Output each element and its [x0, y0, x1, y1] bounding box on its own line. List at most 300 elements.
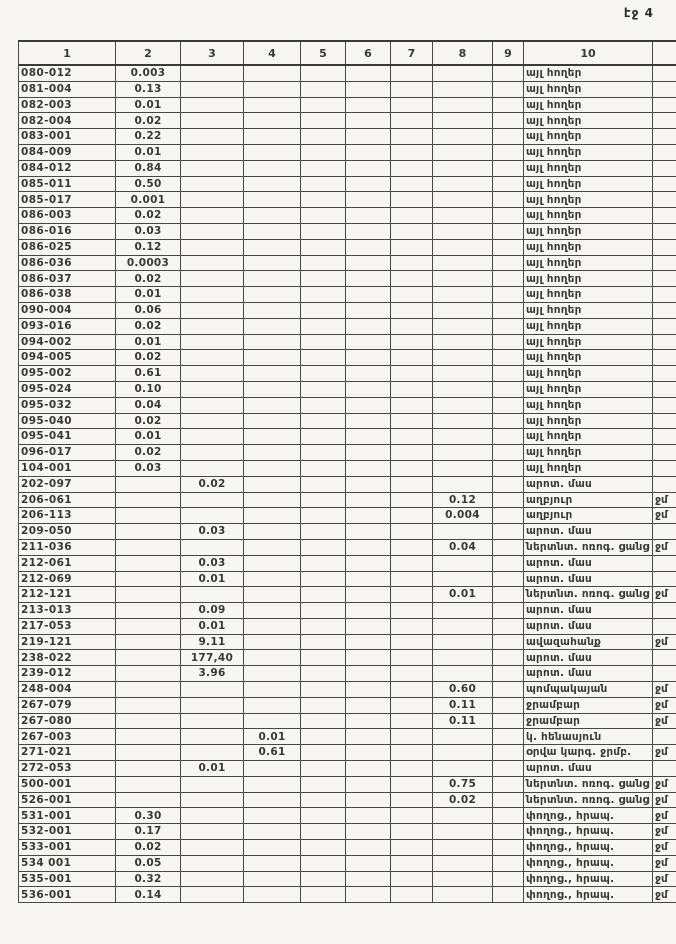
value-cell	[301, 713, 346, 729]
value-cell	[493, 144, 524, 160]
land-use-cell: այլ հողեր	[524, 287, 653, 303]
table-row	[19, 302, 676, 318]
value-cell	[391, 776, 433, 792]
value-cell	[346, 682, 391, 698]
value-cell	[346, 318, 391, 334]
parcel-code-cell: 212-069	[19, 571, 116, 587]
value-cell	[116, 634, 181, 650]
table-row	[19, 571, 676, 587]
value-cell	[346, 208, 391, 224]
value-cell	[181, 824, 244, 840]
column-header-5: 5	[301, 41, 346, 65]
value-cell	[493, 761, 524, 777]
value-cell	[116, 618, 181, 634]
value-cell	[433, 729, 493, 745]
table-row	[19, 129, 676, 145]
margin-note: ջմ	[653, 713, 676, 729]
value-cell	[181, 318, 244, 334]
value-cell	[493, 871, 524, 887]
land-use-cell: այլ հողեր	[524, 160, 653, 176]
table-row	[19, 381, 676, 397]
margin-note	[653, 524, 676, 540]
value-cell	[301, 255, 346, 271]
parcel-code-cell: 084-012	[19, 160, 116, 176]
margin-note	[653, 761, 676, 777]
value-cell	[116, 713, 181, 729]
value-cell	[493, 524, 524, 540]
value-cell	[433, 223, 493, 239]
value-cell	[346, 65, 391, 81]
margin-note: ջմ	[653, 840, 676, 856]
value-cell	[391, 65, 433, 81]
value-cell: 0.22	[116, 129, 181, 145]
margin-note	[653, 318, 676, 334]
value-cell	[301, 492, 346, 508]
margin-note	[653, 176, 676, 192]
margin-note	[653, 650, 676, 666]
value-cell	[433, 350, 493, 366]
land-use-cell: այլ հողեր	[524, 239, 653, 255]
value-cell	[346, 144, 391, 160]
table-row	[19, 65, 676, 81]
value-cell	[181, 776, 244, 792]
value-cell	[244, 429, 301, 445]
value-cell	[244, 97, 301, 113]
value-cell: 177,40	[181, 650, 244, 666]
value-cell: 9.11	[181, 634, 244, 650]
value-cell	[433, 840, 493, 856]
value-cell	[391, 824, 433, 840]
land-use-cell: ներտնտ. ոռոգ. ցանց	[524, 587, 653, 603]
parcel-code-cell: 531-001	[19, 808, 116, 824]
land-use-cell: ավազահանք	[524, 634, 653, 650]
value-cell	[346, 492, 391, 508]
value-cell	[244, 192, 301, 208]
land-use-cell: օրվա կարգ. ջրմբ.	[524, 745, 653, 761]
value-cell	[493, 129, 524, 145]
value-cell	[244, 302, 301, 318]
parcel-code-cell: 238-022	[19, 650, 116, 666]
value-cell	[391, 144, 433, 160]
value-cell	[244, 287, 301, 303]
value-cell	[181, 160, 244, 176]
land-use-cell: այլ հողեր	[524, 192, 653, 208]
value-cell	[433, 255, 493, 271]
value-cell: 0.02	[116, 113, 181, 129]
table-row	[19, 239, 676, 255]
column-header-1: 1	[19, 41, 116, 65]
value-cell	[391, 650, 433, 666]
value-cell	[346, 729, 391, 745]
land-use-cell: այլ հողեր	[524, 397, 653, 413]
value-cell	[433, 824, 493, 840]
value-cell	[116, 776, 181, 792]
table-row	[19, 445, 676, 461]
value-cell	[346, 508, 391, 524]
parcel-code-cell: 212-061	[19, 555, 116, 571]
value-cell	[391, 366, 433, 382]
value-cell	[346, 539, 391, 555]
value-cell	[181, 65, 244, 81]
value-cell	[346, 634, 391, 650]
value-cell	[391, 745, 433, 761]
value-cell: 0.01	[116, 429, 181, 445]
value-cell	[244, 81, 301, 97]
value-cell	[244, 208, 301, 224]
value-cell	[433, 129, 493, 145]
value-cell	[391, 397, 433, 413]
parcel-code-cell: 239-012	[19, 666, 116, 682]
value-cell	[244, 239, 301, 255]
value-cell	[301, 729, 346, 745]
parcel-code-cell: 095-040	[19, 413, 116, 429]
value-cell	[346, 302, 391, 318]
value-cell	[493, 634, 524, 650]
value-cell	[493, 334, 524, 350]
value-cell	[244, 855, 301, 871]
margin-gutter	[653, 41, 676, 65]
land-use-cell: արոտ. մաս	[524, 571, 653, 587]
value-cell	[244, 366, 301, 382]
value-cell	[346, 745, 391, 761]
value-cell	[346, 713, 391, 729]
value-cell	[244, 223, 301, 239]
value-cell	[493, 287, 524, 303]
value-cell	[181, 697, 244, 713]
value-cell	[433, 144, 493, 160]
value-cell	[433, 887, 493, 903]
value-cell	[116, 555, 181, 571]
value-cell	[433, 618, 493, 634]
land-use-cell: փողոց., հրապ.	[524, 871, 653, 887]
land-use-cell: փողոց., հրապ.	[524, 824, 653, 840]
value-cell: 0.01	[181, 571, 244, 587]
value-cell	[301, 129, 346, 145]
margin-note	[653, 429, 676, 445]
table-row	[19, 255, 676, 271]
value-cell	[181, 808, 244, 824]
table-row	[19, 761, 676, 777]
parcel-code-cell: 536-001	[19, 887, 116, 903]
value-cell	[391, 287, 433, 303]
value-cell	[493, 397, 524, 413]
value-cell	[244, 682, 301, 698]
value-cell: 0.11	[433, 697, 493, 713]
margin-note	[653, 445, 676, 461]
value-cell: 0.01	[116, 287, 181, 303]
parcel-code-cell: 202-097	[19, 476, 116, 492]
value-cell	[346, 650, 391, 666]
value-cell	[493, 160, 524, 176]
value-cell	[346, 603, 391, 619]
margin-note: ջմ	[653, 808, 676, 824]
land-use-cell: աղբյուր	[524, 508, 653, 524]
table-row	[19, 618, 676, 634]
margin-note	[653, 555, 676, 571]
value-cell	[493, 682, 524, 698]
land-use-cell: այլ հողեր	[524, 429, 653, 445]
value-cell	[181, 129, 244, 145]
value-cell	[301, 65, 346, 81]
value-cell	[493, 476, 524, 492]
value-cell	[493, 729, 524, 745]
value-cell	[346, 587, 391, 603]
value-cell	[493, 350, 524, 366]
land-use-cell: այլ հողեր	[524, 129, 653, 145]
table-row	[19, 824, 676, 840]
value-cell	[116, 587, 181, 603]
value-cell	[244, 871, 301, 887]
value-cell	[346, 381, 391, 397]
parcel-code-cell: 211-036	[19, 539, 116, 555]
value-cell	[244, 334, 301, 350]
value-cell: 0.06	[116, 302, 181, 318]
column-header-8: 8	[433, 41, 493, 65]
value-cell	[181, 855, 244, 871]
parcel-code-cell: 081-004	[19, 81, 116, 97]
value-cell	[244, 587, 301, 603]
value-cell	[116, 539, 181, 555]
value-cell	[346, 334, 391, 350]
table-row	[19, 97, 676, 113]
value-cell	[181, 460, 244, 476]
table-row	[19, 397, 676, 413]
value-cell	[346, 239, 391, 255]
value-cell: 0.32	[116, 871, 181, 887]
value-cell	[346, 824, 391, 840]
value-cell: 0.60	[433, 682, 493, 698]
value-cell	[493, 113, 524, 129]
value-cell	[433, 524, 493, 540]
value-cell	[493, 666, 524, 682]
value-cell	[181, 840, 244, 856]
table-row	[19, 634, 676, 650]
table-row	[19, 682, 676, 698]
value-cell	[116, 729, 181, 745]
value-cell	[493, 840, 524, 856]
value-cell: 0.02	[116, 413, 181, 429]
value-cell	[301, 413, 346, 429]
parcel-code-cell: 086-016	[19, 223, 116, 239]
value-cell	[301, 271, 346, 287]
value-cell	[391, 302, 433, 318]
land-use-cell: արոտ. մաս	[524, 666, 653, 682]
value-cell	[181, 745, 244, 761]
value-cell	[244, 397, 301, 413]
value-cell	[301, 776, 346, 792]
value-cell: 0.01	[116, 144, 181, 160]
value-cell	[301, 808, 346, 824]
value-cell	[244, 460, 301, 476]
value-cell	[301, 144, 346, 160]
value-cell	[391, 587, 433, 603]
value-cell	[301, 445, 346, 461]
value-cell	[244, 666, 301, 682]
land-use-cell: այլ հողեր	[524, 318, 653, 334]
value-cell	[493, 492, 524, 508]
value-cell	[391, 239, 433, 255]
value-cell	[181, 223, 244, 239]
value-cell	[391, 603, 433, 619]
value-cell	[391, 113, 433, 129]
value-cell: 0.17	[116, 824, 181, 840]
margin-note	[653, 239, 676, 255]
value-cell	[301, 650, 346, 666]
table-row	[19, 792, 676, 808]
value-cell: 3.96	[181, 666, 244, 682]
value-cell	[391, 208, 433, 224]
value-cell	[116, 745, 181, 761]
value-cell	[391, 792, 433, 808]
header-row	[19, 41, 676, 65]
value-cell	[301, 192, 346, 208]
column-header-4: 4	[244, 41, 301, 65]
table-row	[19, 713, 676, 729]
margin-note	[653, 65, 676, 81]
value-cell	[301, 634, 346, 650]
land-use-cell: այլ հողեր	[524, 366, 653, 382]
value-cell	[493, 445, 524, 461]
land-use-cell: արոտ. մաս	[524, 555, 653, 571]
margin-note	[653, 366, 676, 382]
value-cell	[346, 429, 391, 445]
value-cell	[181, 208, 244, 224]
value-cell	[346, 255, 391, 271]
value-cell	[346, 287, 391, 303]
margin-note	[653, 618, 676, 634]
value-cell	[493, 650, 524, 666]
land-use-cell: ներտնտ. ոռոգ. ցանց	[524, 539, 653, 555]
land-use-cell: այլ հողեր	[524, 176, 653, 192]
margin-note: ջմ	[653, 855, 676, 871]
value-cell	[493, 539, 524, 555]
value-cell	[391, 508, 433, 524]
table-row	[19, 776, 676, 792]
value-cell	[244, 524, 301, 540]
land-use-cell: այլ հողեր	[524, 223, 653, 239]
value-cell: 0.01	[116, 334, 181, 350]
table-row	[19, 871, 676, 887]
value-cell	[301, 603, 346, 619]
value-cell	[181, 587, 244, 603]
value-cell	[301, 855, 346, 871]
parcel-code-cell: 267-003	[19, 729, 116, 745]
parcel-code-cell: 271-021	[19, 745, 116, 761]
value-cell: 0.0003	[116, 255, 181, 271]
value-cell	[391, 555, 433, 571]
value-cell: 0.14	[116, 887, 181, 903]
parcel-code-cell: 248-004	[19, 682, 116, 698]
value-cell	[244, 144, 301, 160]
value-cell: 0.004	[433, 508, 493, 524]
parcel-code-cell: 272-053	[19, 761, 116, 777]
margin-note: ջմ	[653, 634, 676, 650]
table-row	[19, 840, 676, 856]
value-cell	[181, 97, 244, 113]
table-row	[19, 144, 676, 160]
value-cell	[301, 555, 346, 571]
value-cell	[244, 492, 301, 508]
value-cell: 0.61	[244, 745, 301, 761]
value-cell: 0.84	[116, 160, 181, 176]
value-cell	[493, 429, 524, 445]
land-use-cell: ջրամբար	[524, 713, 653, 729]
table-row	[19, 81, 676, 97]
value-cell	[346, 81, 391, 97]
value-cell	[244, 318, 301, 334]
land-use-cell: այլ հողեր	[524, 460, 653, 476]
margin-note: ջմ	[653, 871, 676, 887]
parcel-code-cell: 090-004	[19, 302, 116, 318]
value-cell	[301, 887, 346, 903]
land-use-cell: փողոց., հրապ.	[524, 887, 653, 903]
parcel-code-cell: 209-050	[19, 524, 116, 540]
value-cell	[493, 318, 524, 334]
value-cell: 0.03	[181, 524, 244, 540]
margin-note: ջմ	[653, 697, 676, 713]
margin-note: ջմ	[653, 492, 676, 508]
value-cell	[433, 287, 493, 303]
value-cell	[181, 192, 244, 208]
value-cell	[433, 555, 493, 571]
value-cell	[181, 887, 244, 903]
value-cell	[181, 350, 244, 366]
value-cell	[493, 208, 524, 224]
parcel-code-cell: 086-036	[19, 255, 116, 271]
value-cell	[433, 460, 493, 476]
value-cell: 0.02	[116, 271, 181, 287]
value-cell	[493, 587, 524, 603]
value-cell	[493, 413, 524, 429]
value-cell: 0.02	[116, 350, 181, 366]
value-cell	[433, 208, 493, 224]
parcel-code-cell: 085-011	[19, 176, 116, 192]
value-cell	[391, 697, 433, 713]
value-cell	[116, 761, 181, 777]
value-cell	[301, 366, 346, 382]
value-cell	[116, 682, 181, 698]
value-cell	[346, 97, 391, 113]
margin-note	[653, 81, 676, 97]
value-cell	[181, 713, 244, 729]
value-cell	[433, 302, 493, 318]
value-cell	[301, 539, 346, 555]
value-cell	[493, 302, 524, 318]
value-cell	[391, 666, 433, 682]
margin-note: ջմ	[653, 682, 676, 698]
value-cell	[244, 792, 301, 808]
value-cell	[346, 413, 391, 429]
table-row	[19, 192, 676, 208]
value-cell	[244, 697, 301, 713]
parcel-code-cell: 532-001	[19, 824, 116, 840]
land-use-cell: արոտ. մաս	[524, 650, 653, 666]
land-use-cell: այլ հողեր	[524, 271, 653, 287]
parcel-code-cell: 267-079	[19, 697, 116, 713]
value-cell	[116, 792, 181, 808]
value-cell	[181, 255, 244, 271]
value-cell	[301, 571, 346, 587]
value-cell: 0.03	[181, 555, 244, 571]
value-cell	[346, 666, 391, 682]
value-cell	[346, 697, 391, 713]
value-cell	[181, 539, 244, 555]
value-cell	[391, 413, 433, 429]
value-cell: 0.02	[116, 840, 181, 856]
margin-note: ջմ	[653, 792, 676, 808]
value-cell	[244, 713, 301, 729]
table-row	[19, 492, 676, 508]
